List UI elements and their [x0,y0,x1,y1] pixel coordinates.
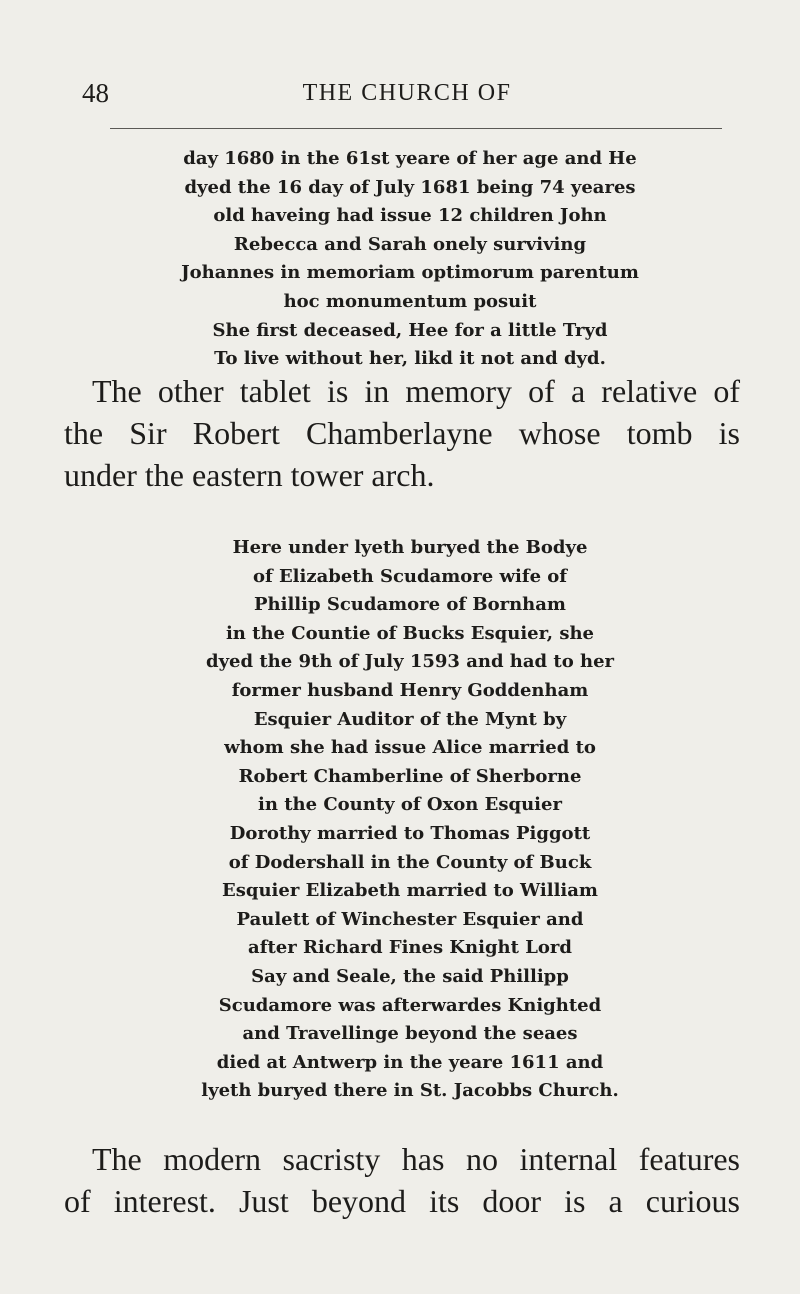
inscription-line: and Travellinge beyond the seaes [242,1023,578,1045]
running-title: THE CHURCH OF [302,80,512,106]
page-header [82,78,732,112]
inscription-line: day 1680 in the 61st yeare of her age and He [183,148,637,169]
paragraph-line: The other tablet is in memory of a relative of [92,373,740,409]
inscription-line: Dorothy married to Thomas Piggott [229,822,591,844]
inscription-line: Johannes in memoriam optimorum parentum [181,262,639,284]
paragraph-line: of interest. Just beyond its door is a curious [64,1183,740,1219]
inscription-line: To live without her, likd it not and dyd. [214,348,606,370]
inscription-line: dyed the 9th of July 1593 and had to her [205,651,615,673]
paragraph-line: under the eastern tower arch. [64,457,435,493]
page-number: 48 [82,78,109,108]
paragraph-line: The modern sacristy has no internal features [92,1141,740,1177]
inscription-line: Here under lyeth buryed the Bodye [232,537,588,558]
inscription-line: of Dodershall in the County of Buck [228,851,592,873]
inscription-line: Esquier Elizabeth married to William [222,880,598,902]
inscription-line: Scudamore was afterwardes Knighted [218,994,602,1016]
inscription-line: whom she had issue Alice married to [224,737,596,759]
inscription-line: former husband Henry Goddenham [231,679,589,701]
paragraph-line: the Sir Robert Chamberlayne whose tomb is [64,415,740,451]
body-paragraph-2 [64,1138,740,1222]
inscription-line: She first deceased, Hee for a little Tryd [212,319,608,341]
inscription-line: in the Countie of Bucks Esquier, she [225,622,595,644]
inscription-line: in the County of Oxon Esquier [258,794,562,816]
inscription-line: Esquier Auditor of the Mynt by [253,708,567,730]
header-rule [110,128,722,129]
inscription-line: lyeth buryed there in St. Jacobbs Church. [201,1080,619,1102]
inscription-line: hoc monumentum posuit [283,290,537,312]
inscription-block-1 [100,145,720,374]
inscription-line: after Richard Fines Knight Lord [248,937,572,959]
inscription-line: old haveing had issue 12 children John [213,205,607,227]
body-paragraph-1 [64,370,740,496]
inscription-line: Rebecca and Sarah onely surviving [233,233,587,255]
inscription-line: of Elizabeth Scudamore wife of [252,565,568,587]
inscription-line: Robert Chamberline of Sherborne [238,765,582,787]
inscription-line: dyed the 16 day of July 1681 being 74 yeares [184,176,636,198]
inscription-line: died at Antwerp in the yeare 1611 and [216,1051,604,1073]
inscription-line: Say and Seale, the said Phillipp [251,965,569,987]
inscription-line: Phillip Scudamore of Bornham [254,594,566,616]
inscription-block-2 [100,534,720,1106]
inscription-line: Paulett of Winchester Esquier and [236,908,584,930]
